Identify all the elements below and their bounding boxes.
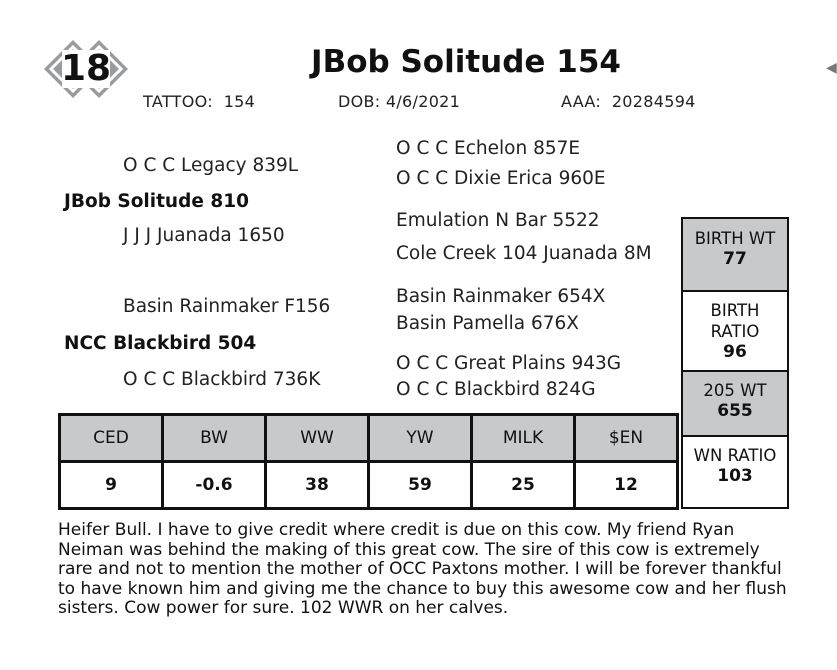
- epd-header-bw: BW: [163, 415, 266, 462]
- pedigree-sire: JBob Solitude 810: [64, 191, 249, 212]
- epd-header-row: [60, 415, 678, 462]
- pedigree-dam-dam: O C C Blackbird 736K: [123, 369, 321, 390]
- wt205-box: [683, 372, 787, 435]
- epd-value-yw: 59: [369, 462, 472, 509]
- pedigree-dam-sire: Basin Rainmaker F156: [123, 296, 331, 317]
- epd-value-bw: -0.6: [163, 462, 266, 509]
- epd-value-milk: 25: [472, 462, 575, 509]
- pedigree-sss: O C C Echelon 857E: [396, 138, 581, 159]
- animal-name: JBob Solitude 154: [311, 44, 621, 80]
- tattoo-value: 154: [223, 92, 256, 111]
- dob-value: 4/6/2021: [385, 92, 461, 111]
- epd-header-ww: WW: [266, 415, 369, 462]
- epd-header-yw: YW: [369, 415, 472, 462]
- pedigree-sire-sire: O C C Legacy 839L: [123, 155, 299, 176]
- wt205-label: 205 WT: [703, 381, 767, 400]
- side-stats-panel: [681, 217, 789, 509]
- pedigree-dsd: Basin Pamella 676X: [396, 313, 579, 334]
- birth-ratio-box: [683, 292, 787, 370]
- pedigree-dss: Basin Rainmaker 654X: [396, 286, 606, 307]
- epd-header-ced: CED: [60, 415, 163, 462]
- wn-ratio-value: 103: [717, 466, 753, 486]
- birth-ratio-label-1: BIRTH: [710, 301, 760, 320]
- notes-paragraph: Heifer Bull. I have to give credit where credit is due on this cow. My friend Ryan Neiman was behind the making of this great cow. The sire of this cow is extremely rare and not to mention the mother of OCC Paxtons mother. I will be forever thankful to have known him and giving me the chance to buy this awesome cow and her flush sisters. Cow power for sure. 102 WWR on her calves.: [58, 520, 787, 619]
- tattoo-field: [143, 92, 255, 111]
- aaa-label: AAA:: [561, 92, 602, 111]
- birth-wt-box: [683, 219, 787, 290]
- epd-header-en: $EN: [575, 415, 678, 462]
- caret-left-icon: ◀: [826, 60, 837, 76]
- birth-ratio-value: 96: [723, 342, 747, 362]
- aaa-field: [561, 92, 696, 111]
- pedigree-dds: O C C Great Plains 943G: [396, 353, 622, 374]
- pedigree-sds: Emulation N Bar 5522: [396, 210, 600, 231]
- wn-ratio-box: [683, 437, 787, 507]
- aaa-value: 20284594: [611, 92, 696, 111]
- pedigree-sire-dam: J J J Juanada 1650: [123, 225, 285, 246]
- dob-label: DOB:: [338, 92, 381, 111]
- birth-wt-value: 77: [723, 249, 747, 269]
- pedigree-dam: NCC Blackbird 504: [64, 333, 257, 354]
- tattoo-label: TATTOO:: [143, 92, 213, 111]
- wt205-value: 655: [717, 401, 753, 421]
- pedigree-sdd: Cole Creek 104 Juanada 8M: [396, 243, 652, 264]
- pedigree-ssd: O C C Dixie Erica 960E: [396, 168, 606, 189]
- dob-field: [338, 92, 460, 111]
- birth-wt-label: BIRTH WT: [694, 229, 776, 248]
- lot-number-badge: [40, 38, 132, 100]
- pedigree-ddd: O C C Blackbird 824G: [396, 379, 596, 400]
- epd-value-en: 12: [575, 462, 678, 509]
- epd-value-ced: 9: [60, 462, 163, 509]
- epd-value-ww: 38: [266, 462, 369, 509]
- wn-ratio-label: WN RATIO: [693, 446, 777, 465]
- epd-value-row: [60, 462, 678, 509]
- birth-ratio-label-2: RATIO: [710, 322, 760, 341]
- epd-table: [58, 413, 679, 510]
- epd-header-milk: MILK: [472, 415, 575, 462]
- lot-number: 18: [60, 48, 112, 89]
